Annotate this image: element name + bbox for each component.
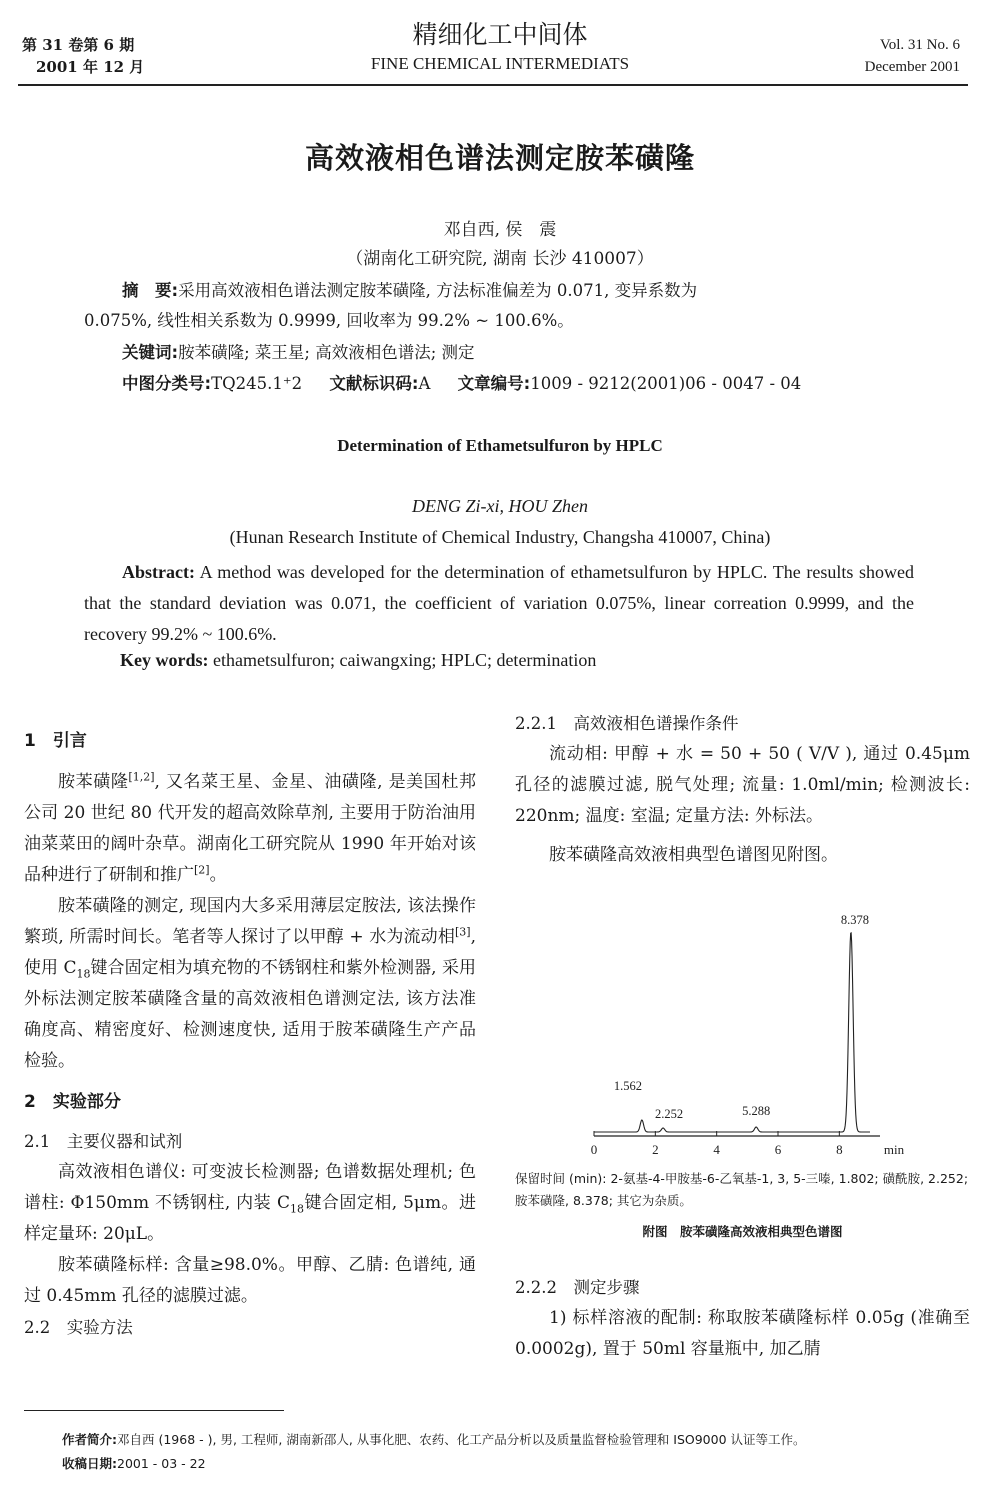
x-axis-label: min: [883, 1142, 905, 1157]
keywords-cn-label: 关键词:: [122, 343, 179, 362]
volume-issue-cn: [22, 34, 144, 78]
clc-label: 中图分类号:: [122, 374, 212, 393]
footnote: [62, 1428, 962, 1476]
clc-value: TQ245.1⁺2: [211, 374, 303, 393]
date-cn: 2001 年 12 月: [36, 58, 145, 76]
chromatogram-svg: [580, 908, 910, 1158]
section-2-2-2-para-1: 1) 标样溶液的配制: 称取胺苯磺隆标样 0.05g (准确至 0.0002g), 置于 50ml 容量瓶中, 加乙腈: [515, 1308, 970, 1359]
date-en: December 2001: [864, 59, 960, 75]
x-tick-label: 0: [590, 1142, 598, 1157]
section-2-2-2-heading: 2.2.2 测定步骤: [515, 1278, 640, 1297]
authors-cn: 邓自西, 侯 震: [443, 220, 557, 240]
chromatogram-chart: [580, 908, 910, 1158]
left-column: [24, 726, 476, 1343]
x-tick-label: 6: [774, 1142, 782, 1157]
s21-text-a: 高效液相色谱仪: 可变波长检测器; 色谱数据处理机; 色谱柱: Φ150mm 不锈钢柱, 内装 C: [24, 1162, 476, 1213]
s21-text-b: 键合固定相, 5μm。进样定量环: 20μL。: [24, 1193, 476, 1244]
journal-name-cn: 精细化工中间体: [412, 20, 588, 49]
abstract-cn-label: 摘 要:: [122, 281, 179, 300]
citation-ref: [2]: [194, 863, 210, 877]
section-2-heading: 2 实验部分: [24, 1092, 121, 1112]
received-date-text: 2001 - 03 - 22: [117, 1456, 206, 1471]
figure-title: 附图 胺苯磺隆高效液相典型色谱图: [642, 1224, 843, 1239]
abstract-cn-text2: 0.075%, 线性相关系数为 0.9999, 回收率为 99.2% ~ 100.6%。: [84, 311, 574, 330]
para-1-text-c: 。: [209, 865, 227, 885]
affiliation-en: (Hunan Research Institute of Chemical Industry, Changsha 410007, China): [229, 527, 771, 547]
abstract-cn: [84, 276, 914, 336]
section-2-1-para-1: [24, 1157, 476, 1250]
doc-code-value: A: [418, 374, 431, 393]
keywords-en-text: ethametsulfuron; caiwangxing; HPLC; determination: [213, 650, 597, 670]
author-bio-text: 邓自西 (1968 - ), 男, 工程师, 湖南新邵人, 从事化肥、农药、化工产品分析以及质量监督检验管理和 ISO9000 认证等工作。: [117, 1432, 806, 1447]
keywords-cn: [84, 338, 952, 368]
volume-en: Vol. 31 No. 6: [879, 37, 960, 53]
x-tick-label: 2: [652, 1142, 659, 1157]
classification-line: [84, 369, 952, 399]
para-2-text-b: , 使用 C: [24, 927, 476, 978]
para-1-text-b: , 又名菜王星、金星、油磺隆, 是美国杜邦公司 20 世纪 80 代开发的超高效除草剂, 主要用于防治油用油菜菜田的阔叶杂草。湖南化工研究院从 1990 年开始对该品种进行了研制和推广: [24, 772, 476, 885]
abstract-en: [84, 557, 914, 650]
affiliation-cn: （湖南化工研究院, 湖南 长沙 410007）: [346, 249, 654, 269]
volume-cn: 第 31 卷第 6 期: [22, 36, 135, 54]
peak-label: 2.252: [654, 1107, 684, 1121]
para-2-text-a: 胺苯磺隆的测定, 现国内大多采用薄层定胺法, 该法操作繁琐, 所需时间长。笔者等人探讨了以甲醇 + 水为流动相: [24, 896, 476, 947]
subscript: 18: [76, 967, 91, 981]
paper-title-cn: 高效液相色谱法测定胺苯磺隆: [304, 141, 695, 175]
abstract-cn-text1: 采用高效液相色谱法测定胺苯磺隆, 方法标准偏差为 0.071, 变异系数为: [178, 281, 698, 300]
section-2-2-1-para-2: 胺苯磺隆高效液相典型色谱图见附图。: [549, 845, 838, 865]
journal-name-en: FINE CHEMICAL INTERMEDIATS: [370, 54, 630, 73]
abstract-en-text: A method was developed for the determination of ethametsulfuron by HPLC. The results showed that the standard deviation was 0.071, the coefficient of variation 0.075%, linear correation 0.9999, and the recovery 99.2% ~ 100.6%.: [84, 562, 914, 644]
figure-caption: 保留时间 (min): 2-氨基-4-甲胺基-6-乙氧基-1, 3, 5-三嗪, 1.802; 磺酰胺, 2.252; 胺苯磺隆, 8.378; 其它为杂质。: [515, 1171, 969, 1208]
article-no-label: 文章编号:: [457, 374, 531, 393]
citation-ref: [1,2]: [128, 770, 155, 784]
keywords-en: [120, 650, 920, 671]
citation-ref: [3]: [455, 925, 471, 939]
right-column-bottom: [515, 1272, 970, 1365]
x-tick-label: 4: [713, 1142, 720, 1157]
author-bio-label: 作者简介:: [62, 1432, 117, 1447]
volume-issue-en: [865, 34, 960, 78]
abstract-en-label: Abstract:: [122, 562, 195, 582]
section-1-para-2: [24, 891, 476, 1077]
footnote-rule: [24, 1410, 284, 1411]
subscript: 18: [290, 1202, 304, 1216]
keywords-cn-text: 胺苯磺隆; 菜王星; 高效液相色谱法; 测定: [178, 343, 475, 362]
section-2-1-para-2: 胺苯磺隆标样: 含量≥98.0%。甲醇、乙腈: 色谱纯, 通过 0.45mm 孔径的滤膜过滤。: [24, 1255, 476, 1306]
article-no-value: 1009 - 9212(2001)06 - 0047 - 04: [530, 374, 802, 393]
section-1-para-1: [24, 767, 476, 891]
section-2-2-1-heading: 2.2.1 高效液相色谱操作条件: [515, 714, 739, 733]
paper-title-en: Determination of Ethametsulfuron by HPLC: [337, 436, 663, 455]
chromatogram-trace: [594, 933, 870, 1132]
section-2-1-heading: 2.1 主要仪器和试剂: [24, 1132, 183, 1151]
keywords-en-label: Key words:: [120, 650, 209, 670]
authors-en: DENG Zi-xi, HOU Zhen: [412, 496, 588, 516]
peak-label: 8.378: [840, 913, 869, 927]
doc-code-label: 文献标识码:: [329, 374, 419, 393]
section-2-2-1-para-1: 流动相: 甲醇 + 水 = 50 + 50 ( V/V ), 通过 0.45μm 孔径的滤膜过滤, 脱气处理; 流量: 1.0ml/min; 检测波长: 220nm; 温度: 室温; 定量方法: 外标法。: [515, 744, 970, 826]
para-1-text-a: 胺苯磺隆: [58, 772, 129, 792]
x-tick-label: 8: [836, 1142, 843, 1157]
peak-label: 5.288: [742, 1104, 771, 1118]
right-column-top: [515, 708, 970, 871]
header-rule: [18, 84, 968, 86]
received-date-label: 收稿日期:: [62, 1456, 117, 1471]
peak-label: 1.562: [613, 1079, 642, 1093]
para-2-text-c: 键合固定相为填充物的不锈钢柱和紫外检测器, 采用外标法测定胺苯磺隆含量的高效液相色谱测定法, 该方法准确度高、精密度好、检测速度快, 适用于胺苯磺隆生产产品检验。: [24, 958, 476, 1071]
section-1-heading: 1 引言: [24, 731, 87, 751]
section-2-2-heading: 2.2 实验方法: [24, 1318, 133, 1337]
journal-name: [250, 18, 750, 76]
